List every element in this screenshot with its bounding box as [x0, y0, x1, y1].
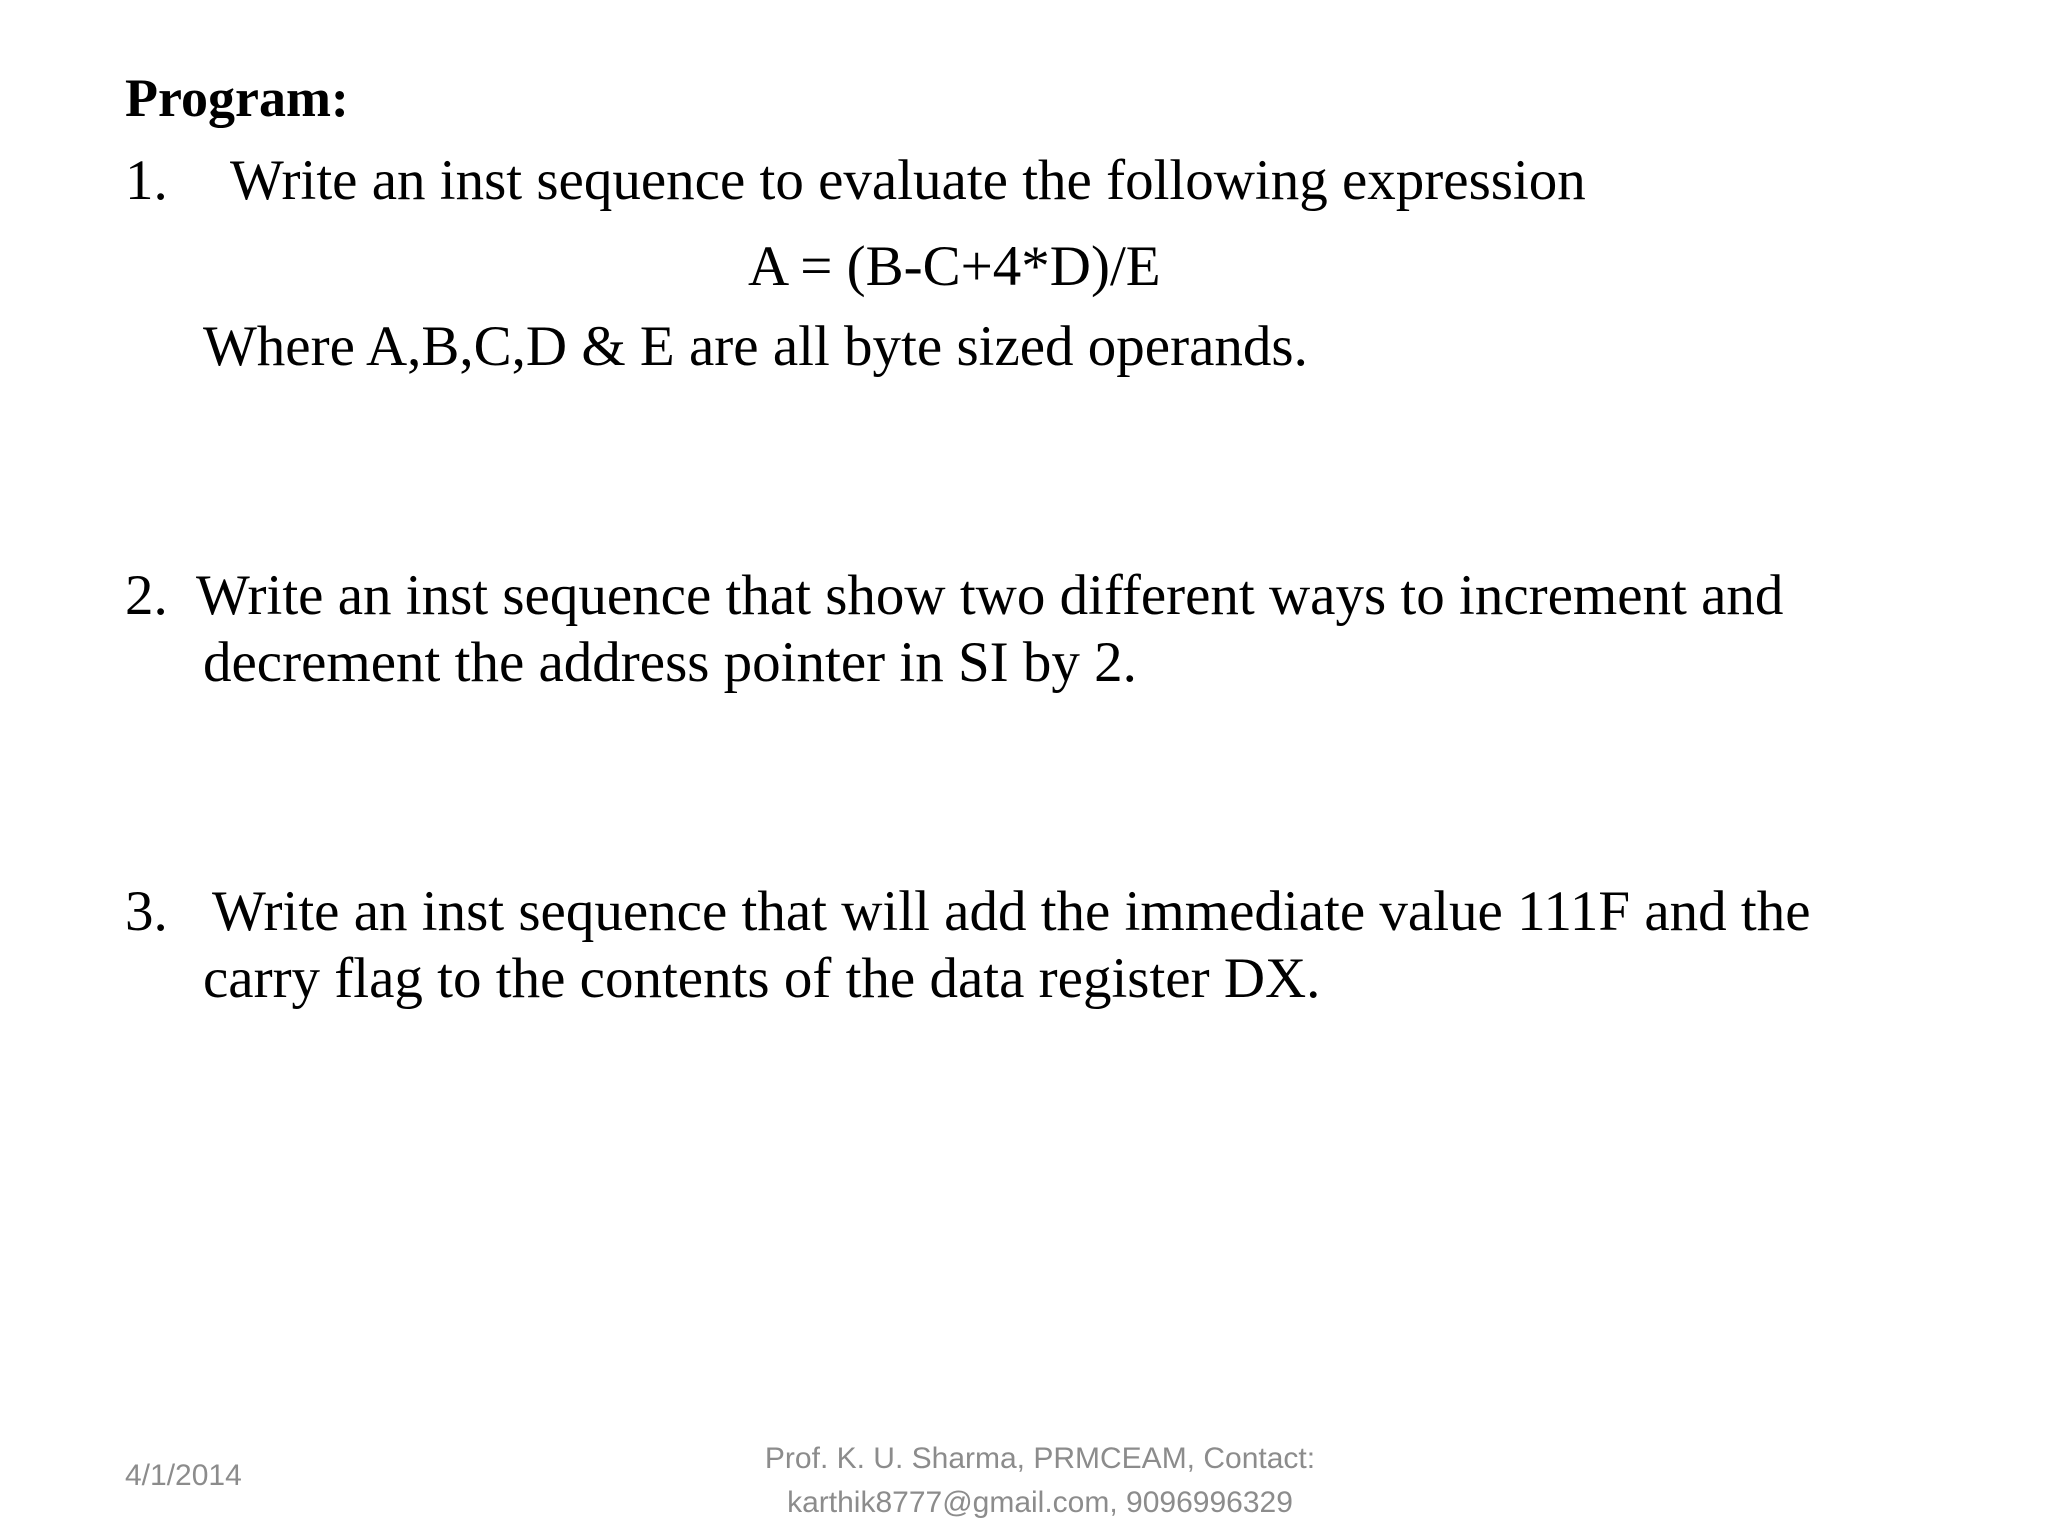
- footer-date: 4/1/2014: [125, 1459, 242, 1492]
- question-1-text-line-1: Write an inst sequence to evaluate the following expression: [230, 149, 1586, 212]
- question-2-number: 2.: [125, 564, 168, 627]
- question-3-text-line-1: Write an inst sequence that will add the immediate value 111F and the: [212, 880, 1811, 943]
- question-3-text-line-2: carry flag to the contents of the data register DX.: [203, 947, 1321, 1010]
- footer-credit-line-1: Prof. K. U. Sharma, PRMCEAM, Contact:: [764, 1442, 1316, 1475]
- question-1-note: Where A,B,C,D & E are all byte sized operands.: [203, 315, 1308, 378]
- footer-credit: [640, 1437, 1440, 1525]
- question-1-formula: A = (B-C+4*D)/E: [748, 235, 1161, 298]
- question-3-number: 3.: [125, 880, 168, 943]
- question-2-text-line-1: Write an inst sequence that show two different ways to increment and: [196, 564, 1784, 627]
- program-heading: Program:: [125, 68, 349, 128]
- question-2-text-line-2: decrement the address pointer in SI by 2.: [203, 631, 1137, 694]
- footer-credit-line-2: karthik8777@gmail.com, 9096996329: [787, 1486, 1293, 1519]
- question-1-number: 1.: [125, 149, 168, 212]
